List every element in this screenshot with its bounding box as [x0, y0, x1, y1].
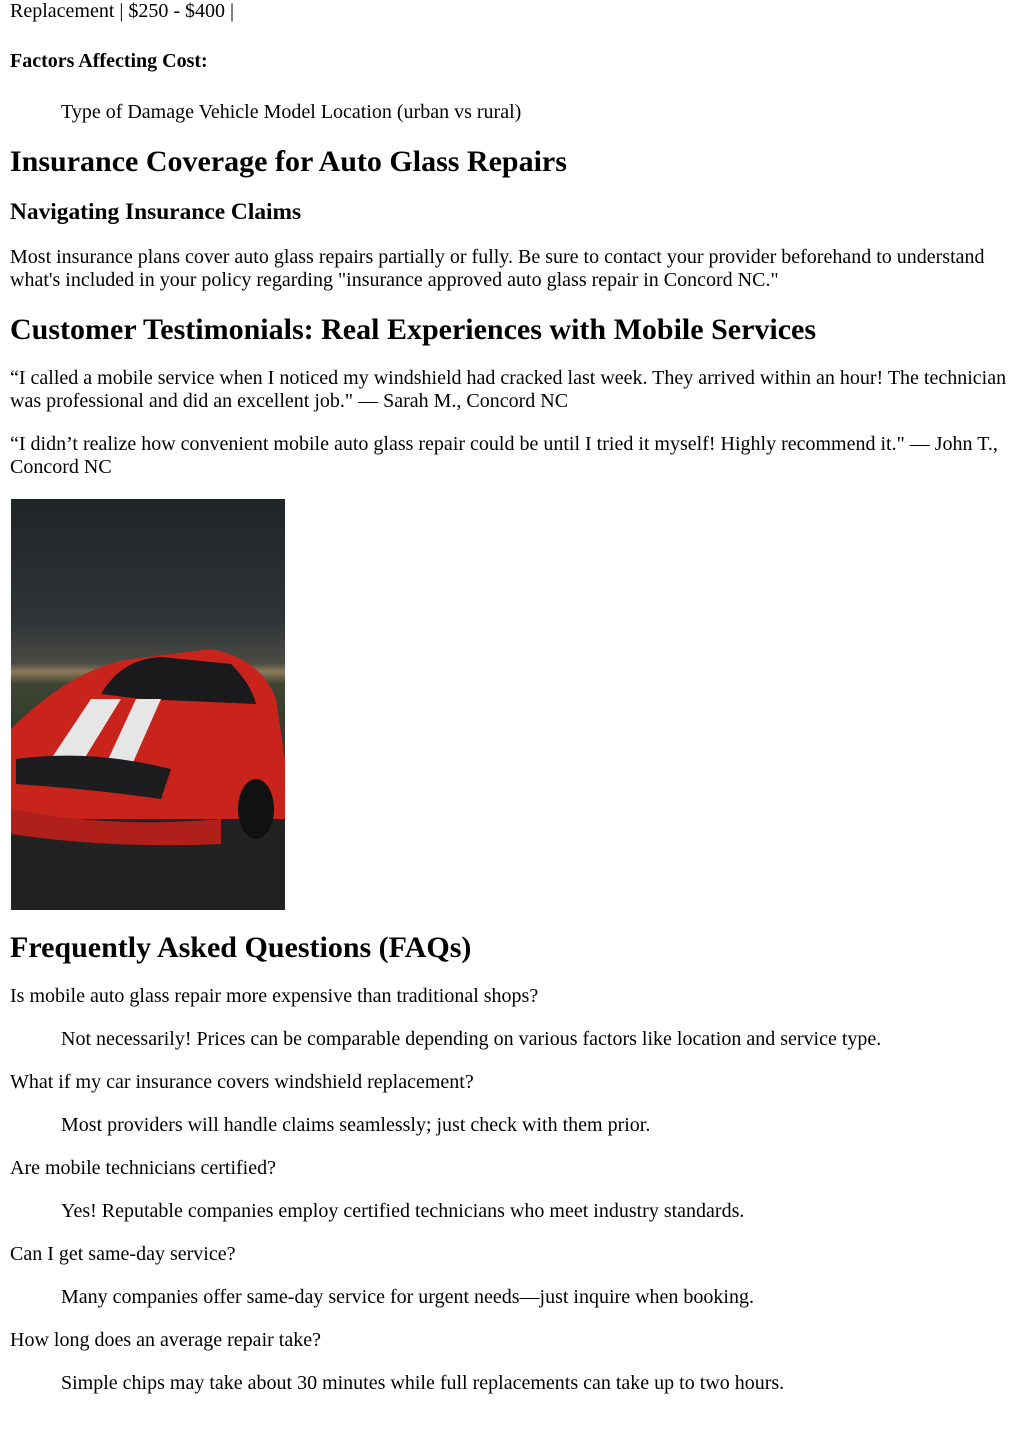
faq-heading: Frequently Asked Questions (FAQs)	[10, 931, 472, 964]
testimonial: “I didn’t realize how convenient mobile auto glass repair could be until I tried it myself! Highly recommend it." — John T., Concord NC	[10, 433, 998, 478]
factors-heading-text: Factors Affecting Cost:	[10, 50, 208, 72]
factors-heading	[10, 50, 1014, 73]
insurance-body: Most insurance plans cover auto glass repairs partially or fully. Be sure to contact your provider beforehand to understand what's included in your policy regarding "insurance approved auto glass repair in Concord NC."	[10, 246, 985, 291]
faq-answer: Yes! Reputable companies employ certified technicians who meet industry standards.	[61, 1200, 745, 1222]
insurance-subheading: Navigating Insurance Claims	[10, 199, 302, 225]
testimonial: “I called a mobile service when I noticed my windshield had cracked last week. They arrived within an hour! The technician was professional and did an excellent job." — Sarah M., Concord NC	[10, 367, 1007, 412]
faq-list	[10, 985, 1014, 1395]
faq-answer: Not necessarily! Prices can be comparable depending on various factors like location and service type.	[61, 1028, 882, 1050]
red-sports-car-image	[11, 499, 285, 910]
table-tail-row: Replacement | $250 - $400 |	[10, 0, 235, 22]
faq-question: Is mobile auto glass repair more expensive than traditional shops?	[10, 985, 539, 1007]
faq-answer: Many companies offer same-day service for urgent needs—just inquire when booking.	[61, 1286, 754, 1308]
factors-list: Type of Damage Vehicle Model Location (urban vs rural)	[61, 101, 522, 123]
insurance-heading: Insurance Coverage for Auto Glass Repairs	[10, 145, 567, 178]
faq-answer: Simple chips may take about 30 minutes while full replacements can take up to two hours.	[61, 1372, 785, 1394]
faq-question: Are mobile technicians certified?	[10, 1157, 276, 1179]
faq-question: Can I get same-day service?	[10, 1243, 236, 1265]
faq-question: What if my car insurance covers windshield replacement?	[10, 1071, 474, 1093]
testimonials-heading: Customer Testimonials: Real Experiences with Mobile Services	[10, 313, 817, 346]
faq-question: How long does an average repair take?	[10, 1329, 321, 1351]
faq-answer: Most providers will handle claims seamlessly; just check with them prior.	[61, 1114, 651, 1136]
